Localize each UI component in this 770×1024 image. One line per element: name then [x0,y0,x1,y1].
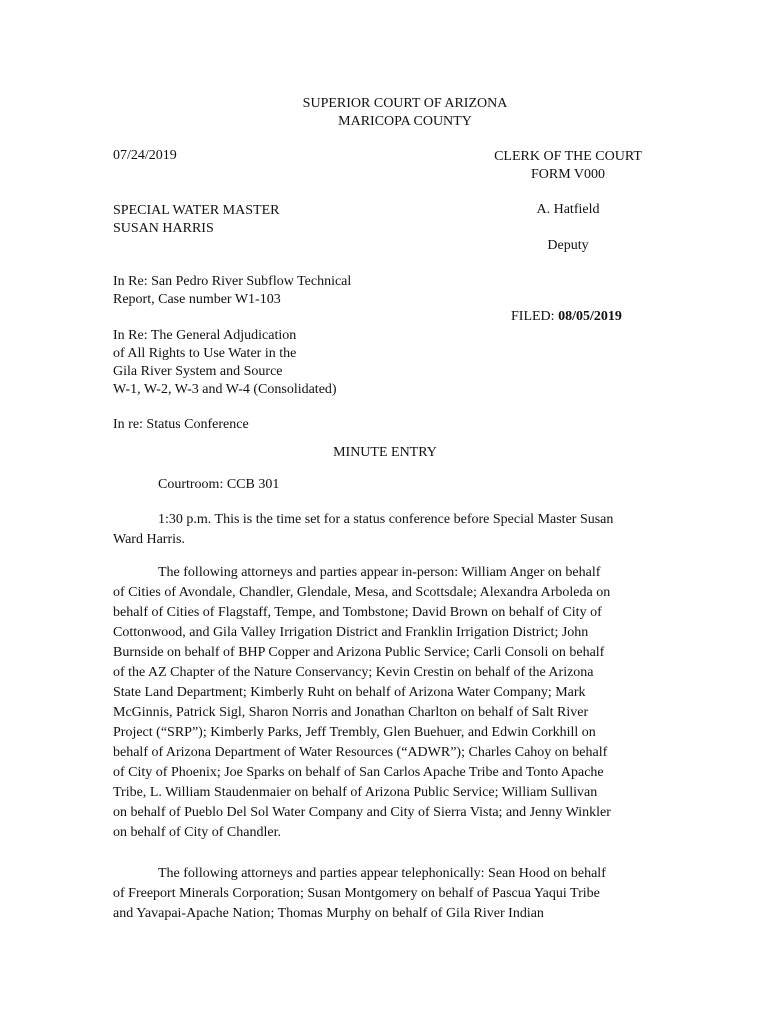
court-name: SUPERIOR COURT OF ARIZONA [302,96,508,111]
clerk-name: A. Hatfield [536,202,600,217]
caption-line: Report, Case number W1-103 [113,292,281,307]
caption-line: W-1, W-2, W-3 and W-4 (Consolidated) [113,382,337,397]
case-caption-1 [113,273,351,309]
filed-date: 08/05/2019 [558,309,622,324]
paragraph-line: Project (“SRP”); Kimberly Parks, Jeff Trembly, Glen Buehuer, and Edwin Corkhill on [113,725,596,740]
paragraph-line: The following attorneys and parties appear in-person: William Anger on behalf [158,565,601,580]
case-caption-2 [113,327,337,399]
paragraph-line: of Cities of Avondale, Chandler, Glendale, Mesa, and Scottsdale; Alexandra Arboleda on [113,585,611,600]
filed-stamp [511,309,622,325]
paragraph-line: on behalf of Pueblo Del Sol Water Company and City of Sierra Vista; and Jenny Winkler [113,805,611,820]
court-header [0,95,770,131]
paragraph-line: Tribe, L. William Staudenmaier on behalf of Arizona Public Service; William Sullivan [113,785,598,800]
paragraph-time [113,510,656,550]
status-conference-line: In re: Status Conference [113,417,249,432]
paragraph-line: of City of Phoenix; Joe Sparks on behalf of San Carlos Apache Tribe and Tonto Apache [113,765,604,780]
paragraph-line: The following attorneys and parties appear telephonically: Sean Hood on behalf [158,866,606,881]
paragraph-line: McGinnis, Patrick Sigl, Sharon Norris and Jonathan Charlton on behalf of Salt River [113,705,589,720]
paragraph-line: Ward Harris. [113,532,185,547]
clerk-title: CLERK OF THE COURT [494,149,642,164]
paragraph-in-person [113,563,656,843]
master-block [113,202,279,238]
filed-label: FILED: [511,309,555,324]
paragraph-line: and Yavapai-Apache Nation; Thomas Murphy on behalf of Gila River Indian [113,906,544,921]
entry-date: 07/24/2019 [113,148,177,163]
caption-line: In Re: San Pedro River Subflow Technical [113,274,352,289]
paragraph-line: Cottonwood, and Gila Valley Irrigation District and Franklin Irrigation District; John [113,625,589,640]
paragraph-line: Burnside on behalf of BHP Copper and Arizona Public Service; Carli Consoli on behalf [113,645,605,660]
form-number: FORM V000 [530,167,606,182]
courtroom-line: Courtroom: CCB 301 [158,477,280,492]
caption-line: of All Rights to Use Water in the [113,346,297,361]
paragraph-line: behalf of Arizona Department of Water Resources (“ADWR”); Charles Cahoy on behalf [113,745,608,760]
paragraph-line: behalf of Cities of Flagstaff, Tempe, and Tombstone; David Brown on behalf of City of [113,605,602,620]
caption-line: In Re: The General Adjudication [113,328,297,343]
clerk-role: Deputy [547,238,589,253]
paragraph-telephonic [113,864,656,924]
paragraph-line: 1:30 p.m. This is the time set for a status conference before Special Master Susan [158,512,614,527]
caption-line: Gila River System and Source [113,364,283,379]
paragraph-line: of the AZ Chapter of the Nature Conservancy; Kevin Crestin on behalf of the Arizona [113,665,594,680]
paragraph-line: of Freeport Minerals Corporation; Susan Montgomery on behalf of Pascua Yaqui Tribe [113,886,600,901]
paragraph-line: on behalf of City of Chandler. [113,825,281,840]
clerk-block [468,148,668,184]
minute-entry-heading: MINUTE ENTRY [333,445,437,460]
county-name: MARICOPA COUNTY [338,114,472,129]
paragraph-line: State Land Department; Kimberly Ruht on behalf of Arizona Water Company; Mark [113,685,586,700]
master-name: SUSAN HARRIS [113,221,214,236]
master-title: SPECIAL WATER MASTER [113,203,280,218]
